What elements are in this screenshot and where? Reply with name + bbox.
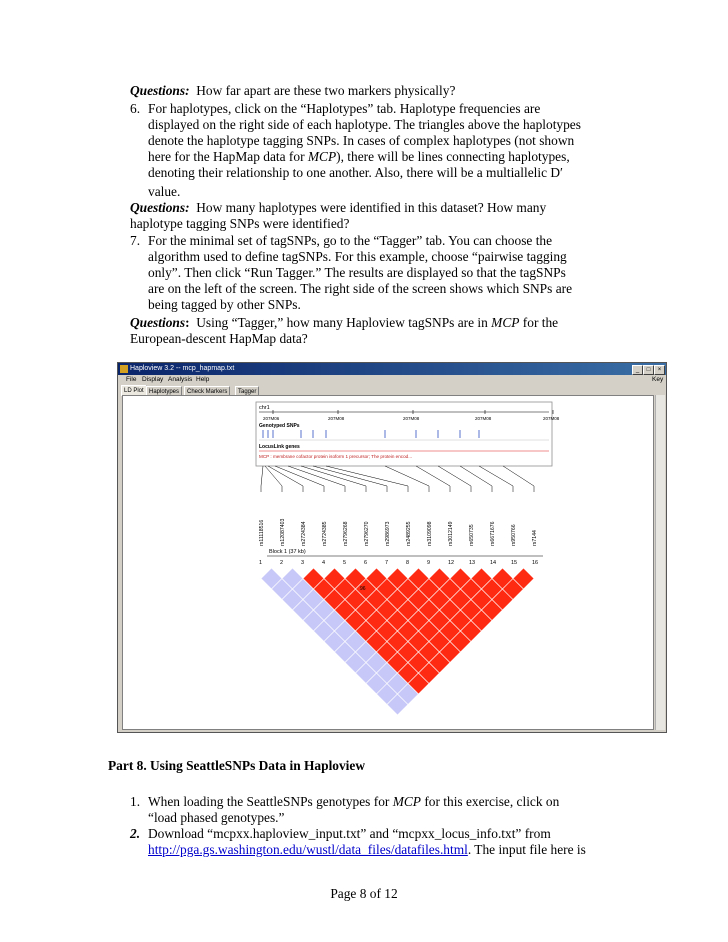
snp-connectors: [261, 466, 534, 492]
colon: :: [185, 315, 190, 330]
ld-plot-canvas: [122, 395, 654, 730]
marker-number: 1: [259, 560, 263, 566]
app-icon: [120, 365, 128, 373]
gene-name: MCP: [307, 149, 337, 164]
haploview-window: [117, 362, 667, 733]
gene-name: MCP: [491, 315, 520, 330]
menu-bar: [118, 375, 666, 385]
position-label: 207M08: [403, 416, 420, 421]
item6-line: For haplotypes, click on the “Haplotypes” tab. Haplotype frequencies are: [148, 101, 541, 116]
close-icon[interactable]: ×: [654, 365, 665, 375]
datafiles-link[interactable]: http://pga.gs.washington.edu/wustl/data_files/datafiles.html: [148, 842, 468, 857]
item6-line: [148, 149, 570, 165]
chr-label: chr1: [259, 405, 270, 411]
questions-line-1: [130, 83, 455, 99]
marker-numbers: [259, 560, 538, 566]
item7-line: algorithm used to define tagSNPs. For this example, choose “pairwise tagging: [148, 249, 567, 264]
question-text: European-descent HapMap data?: [130, 331, 308, 346]
text-span: here for the HapMap data for: [148, 149, 308, 164]
marker-number: 16: [532, 560, 539, 566]
text-span: ), there will be lines connecting haplotypes,: [336, 149, 570, 164]
tab-ld-plot[interactable]: LD Plot: [121, 385, 147, 396]
menu-display[interactable]: Display: [142, 376, 164, 383]
snp-name: rs7144: [532, 530, 538, 546]
page-footer: Page 8 of 12: [330, 886, 398, 901]
snp-name: rs2796270: [364, 521, 370, 546]
text-span: . The input file here is: [467, 842, 586, 857]
connector-line: [326, 466, 408, 486]
window-title: Haploview 3.2 -- mcp_hapmap.txt: [130, 365, 235, 372]
connector-line: [416, 466, 450, 486]
gene-name: MCP: [392, 794, 421, 809]
marker-number: 4: [322, 560, 326, 566]
connector-line: [460, 466, 492, 486]
questions-line-3: [130, 315, 558, 331]
menu-help[interactable]: Help: [196, 376, 210, 383]
item6-line: denote the haplotype tagging SNPs. In cases of complex haplotypes (not shown: [148, 133, 575, 148]
part8-item2-line: Download “mcpxx.haploview_input.txt” and “mcpxx_locus_info.txt” from: [148, 826, 551, 841]
section-heading: Part 8. Using SeattleSNPs Data in Haploview: [108, 758, 366, 773]
connector-line: [301, 466, 366, 486]
tab-bar: [118, 385, 666, 395]
marker-number: 8: [406, 560, 410, 566]
position-label: 207M08: [475, 416, 492, 421]
part8-item2-line: [148, 842, 586, 858]
title-bar: [118, 363, 666, 375]
snp-name: rs2489255: [406, 521, 412, 546]
text-span: Using “Tagger,” how many Haploview tagSNPs are in: [196, 315, 492, 330]
tab-haplotypes[interactable]: Haplotypes: [146, 386, 182, 396]
item7-line: being tagged by other SNPs.: [148, 297, 301, 312]
snp-name: rs3109098: [427, 521, 433, 546]
marker-number: 12: [448, 560, 455, 566]
position-label: 207M06: [263, 416, 280, 421]
snp-names: [259, 518, 538, 546]
marker-number: 3: [301, 560, 305, 566]
position-label: 207M08: [543, 416, 560, 421]
item7-line: are on the left of the screen. The right side of the screen shows which SNPs are: [148, 281, 573, 296]
item7-line: only”. Then click “Run Tagger.” The results are displayed so that the tagSNPs: [148, 265, 566, 280]
ld-plot: [123, 396, 653, 729]
connector-line: [261, 466, 263, 486]
block-label: Block 1 (37 kb): [269, 549, 306, 555]
minimize-icon[interactable]: _: [632, 365, 643, 375]
question-text: How many haplotypes were identified in this dataset? How many: [196, 200, 547, 215]
snp-name: rs2724384: [301, 521, 307, 546]
text-span: for this exercise, click on: [420, 794, 560, 809]
menu-key[interactable]: Key: [652, 376, 664, 383]
position-label: 207M08: [328, 416, 345, 421]
locuslink-label: LocusLink genes: [259, 444, 300, 450]
item6-line: denoting their relationship to one another. Also, there will be a multiallelic D′: [148, 165, 563, 180]
snp-name: rs12087403: [280, 518, 286, 546]
vertical-scrollbar[interactable]: [655, 395, 665, 730]
snp-name: rs6671676: [490, 521, 496, 546]
ld-value-label: 96: [360, 586, 366, 592]
connector-line: [385, 466, 429, 486]
gene-description: MCP : membrane cofactor protein isoform 1 precursor; The protein encod...: [259, 454, 413, 459]
question-text: haplotype tagging SNPs were identified?: [130, 216, 350, 231]
item6-line: value.: [148, 184, 181, 199]
part8-item1-line: [148, 794, 559, 810]
questions-label: Questions: [130, 315, 186, 330]
item7-line: For the minimal set of tagSNPs, go to the “Tagger” tab. You can choose the: [148, 233, 553, 248]
marker-number: 2: [280, 560, 284, 566]
questions-line-2: [130, 200, 546, 216]
snp-name: rs11118516: [259, 519, 265, 546]
marker-number: 13: [469, 560, 476, 566]
text-span: When loading the SeattleSNPs genotypes for: [148, 794, 393, 809]
marker-number: 7: [385, 560, 389, 566]
connector-line: [438, 466, 471, 486]
marker-number: 15: [511, 560, 518, 566]
question-text: How far apart are these two markers physically?: [196, 83, 456, 98]
marker-number: 6: [364, 560, 368, 566]
marker-number: 5: [343, 560, 347, 566]
snp-name: rs2986973: [385, 521, 391, 546]
maximize-icon[interactable]: □: [643, 365, 654, 375]
ld-triangle: [261, 568, 534, 715]
tab-check-markers[interactable]: Check Markers: [184, 386, 230, 396]
part8-item1-line: “load phased genotypes.”: [148, 810, 285, 825]
text-span: for the: [519, 315, 559, 330]
menu-analysis[interactable]: Analysis: [168, 376, 193, 383]
connector-line: [313, 466, 387, 486]
item-number: 2.: [130, 826, 141, 841]
marker-number: 9: [427, 560, 431, 566]
marker-number: 14: [490, 560, 497, 566]
snp-name: rs650735: [469, 524, 475, 546]
menu-file[interactable]: File: [126, 376, 137, 383]
genotyped-snps-label: Genotyped SNPs: [259, 423, 300, 429]
snp-name: rs3012149: [448, 521, 454, 546]
questions-label: Questions:: [130, 83, 190, 98]
snp-name: rs2724385: [322, 521, 328, 546]
item6-line: displayed on the right side of each haplotype. The triangles above the haplotypes: [148, 117, 581, 132]
questions-label: Questions:: [130, 200, 190, 215]
snp-name: rs950766: [511, 524, 517, 546]
snp-name: rs2796268: [343, 521, 349, 546]
item-number: 1.: [130, 794, 141, 809]
item-number: 6.: [130, 101, 141, 116]
tab-tagger[interactable]: Tagger: [235, 386, 259, 396]
item-number: 7.: [130, 233, 141, 248]
